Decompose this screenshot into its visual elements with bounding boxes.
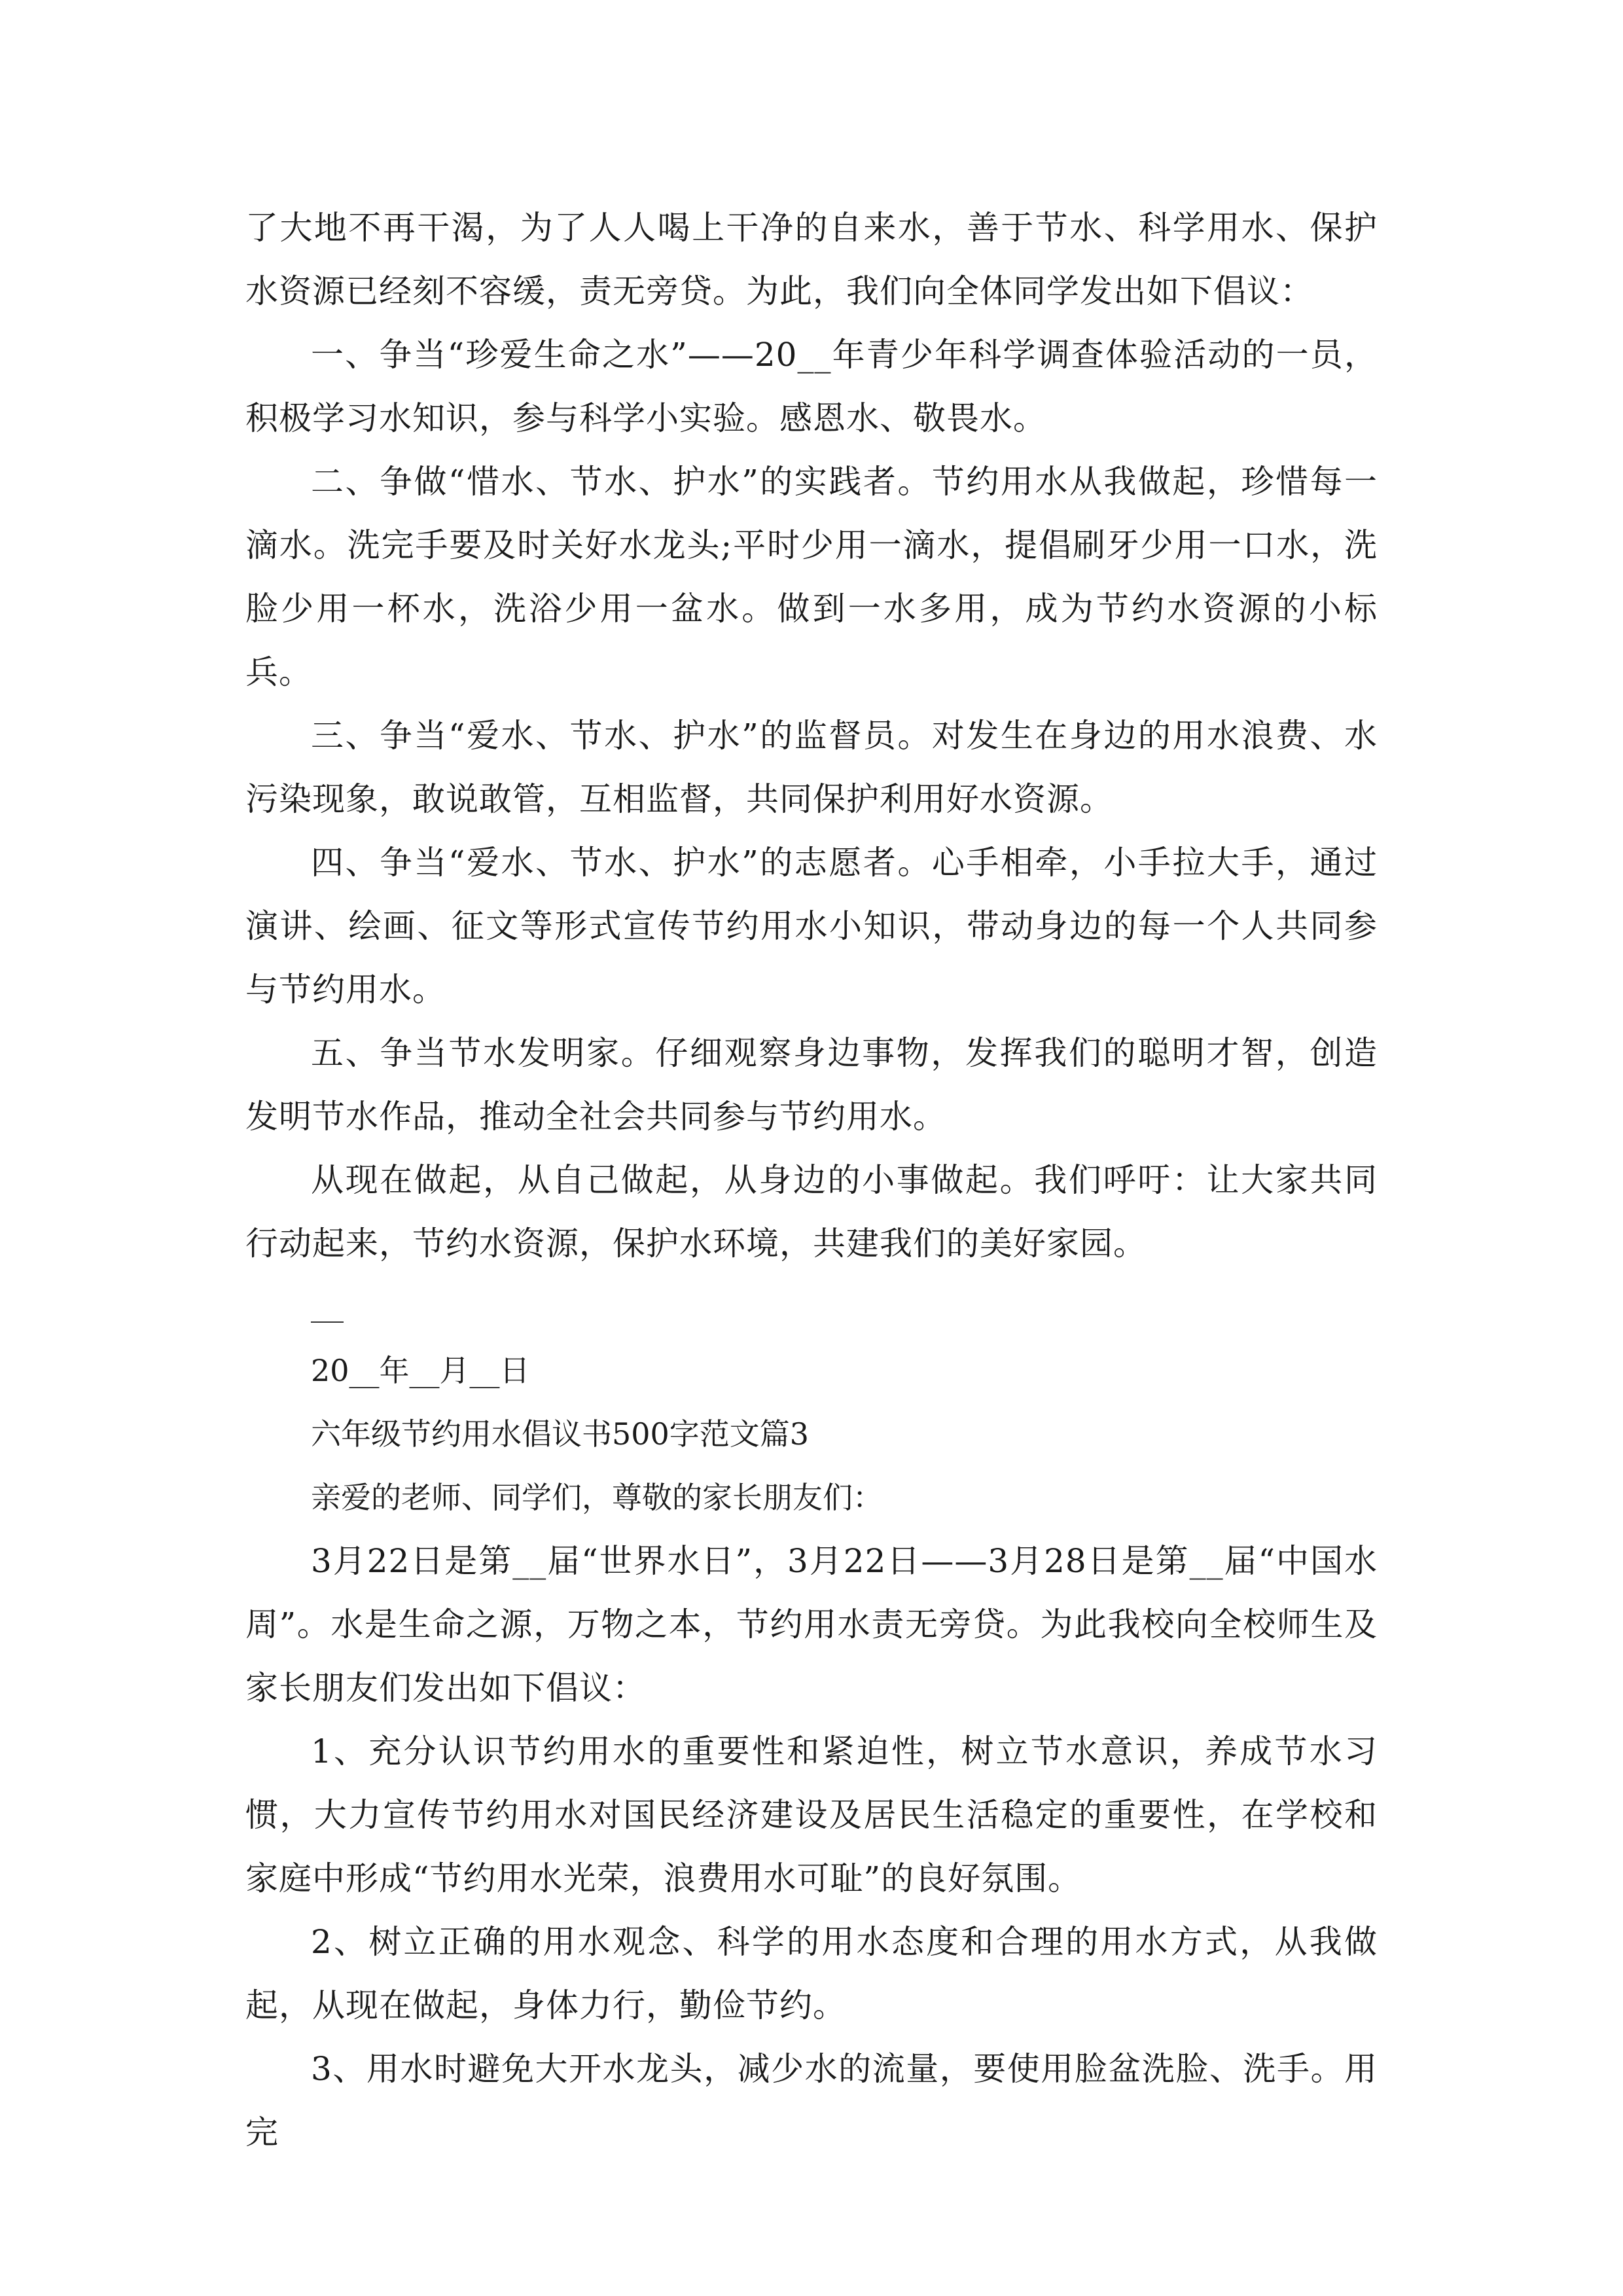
proposal-item-2: 二、争做“惜水、节水、护水”的实践者。节约用水从我做起，珍惜每一滴水。洗完手要及时关好水龙头;平时少用一滴水，提倡刷牙少用一口水，洗脸少用一杯水，洗浴少用一盆水。做到一水多用，成为节约水资源的小标兵。 xyxy=(245,463,1378,691)
greeting: 亲爱的老师、同学们，尊敬的家长朋友们： xyxy=(311,1480,883,1515)
proposal-item-4: 四、争当“爱水、节水、护水”的志愿者。心手相牵，小手拉大手，通过演讲、绘画、征文等形式宣传节约用水小知识，带动身边的每一个人共同参与节约用水。 xyxy=(245,844,1378,1009)
paragraph-continued: 了大地不再干渴，为了人人喝上干净的自来水，善于节水、科学用水、保护水资源已经刻不容缓，责无旁贷。为此，我们向全体同学发出如下倡议： xyxy=(245,209,1378,310)
proposal-item-5: 五、争当节水发明家。仔细观察身边事物，发挥我们的聪明才智，创造发明节水作品，推动全社会共同参与节约用水。 xyxy=(245,1034,1378,1136)
closing-paragraph: 从现在做起，从自己做起，从身边的小事做起。我们呼吁：让大家共同行动起来，节约水资源，保护水环境，共建我们的美好家园。 xyxy=(245,1161,1378,1263)
numbered-item-1: 1、充分认识节约用水的重要性和紧迫性，树立节水意识，养成节水习惯，大力宣传节约用水对国民经济建设及居民生活稳定的重要性，在学校和家庭中形成“节约用水光荣，浪费用水可耻”的良好氛围。 xyxy=(245,1732,1378,1897)
proposal-item-3: 三、争当“爱水、节水、护水”的监督员。对发生在身边的用水浪费、水污染现象，敢说敢管，互相监督，共同保护利用好水资源。 xyxy=(245,717,1378,818)
section-title: 六年级节约用水倡议书500字范文篇3 xyxy=(311,1416,810,1452)
document-page xyxy=(245,196,1378,2164)
signature-dash xyxy=(245,1276,1378,1339)
numbered-item-3: 3、用水时避免大开水龙头，减少水的流量，要使用脸盆洗脸、洗手。用完 xyxy=(245,2050,1378,2151)
date-line: 20__年__月__日 xyxy=(311,1353,530,1388)
intro-paragraph: 3月22日是第__届“世界水日”，3月22日——3月28日是第__届“中国水周”。水是生命之源，万物之本，节约用水责无旁贷。为此我校向全校师生及家长朋友们发出如下倡议： xyxy=(245,1542,1378,1707)
numbered-item-2: 2、树立正确的用水观念、科学的用水态度和合理的用水方式，从我做起，从现在做起，身体力行，勤俭节约。 xyxy=(245,1923,1378,2024)
proposal-item-1: 一、争当“珍爱生命之水”——20__年青少年科学调查体验活动的一员，积极学习水知识，参与科学小实验。感恩水、敬畏水。 xyxy=(245,336,1378,437)
dash-line xyxy=(311,1321,344,1323)
